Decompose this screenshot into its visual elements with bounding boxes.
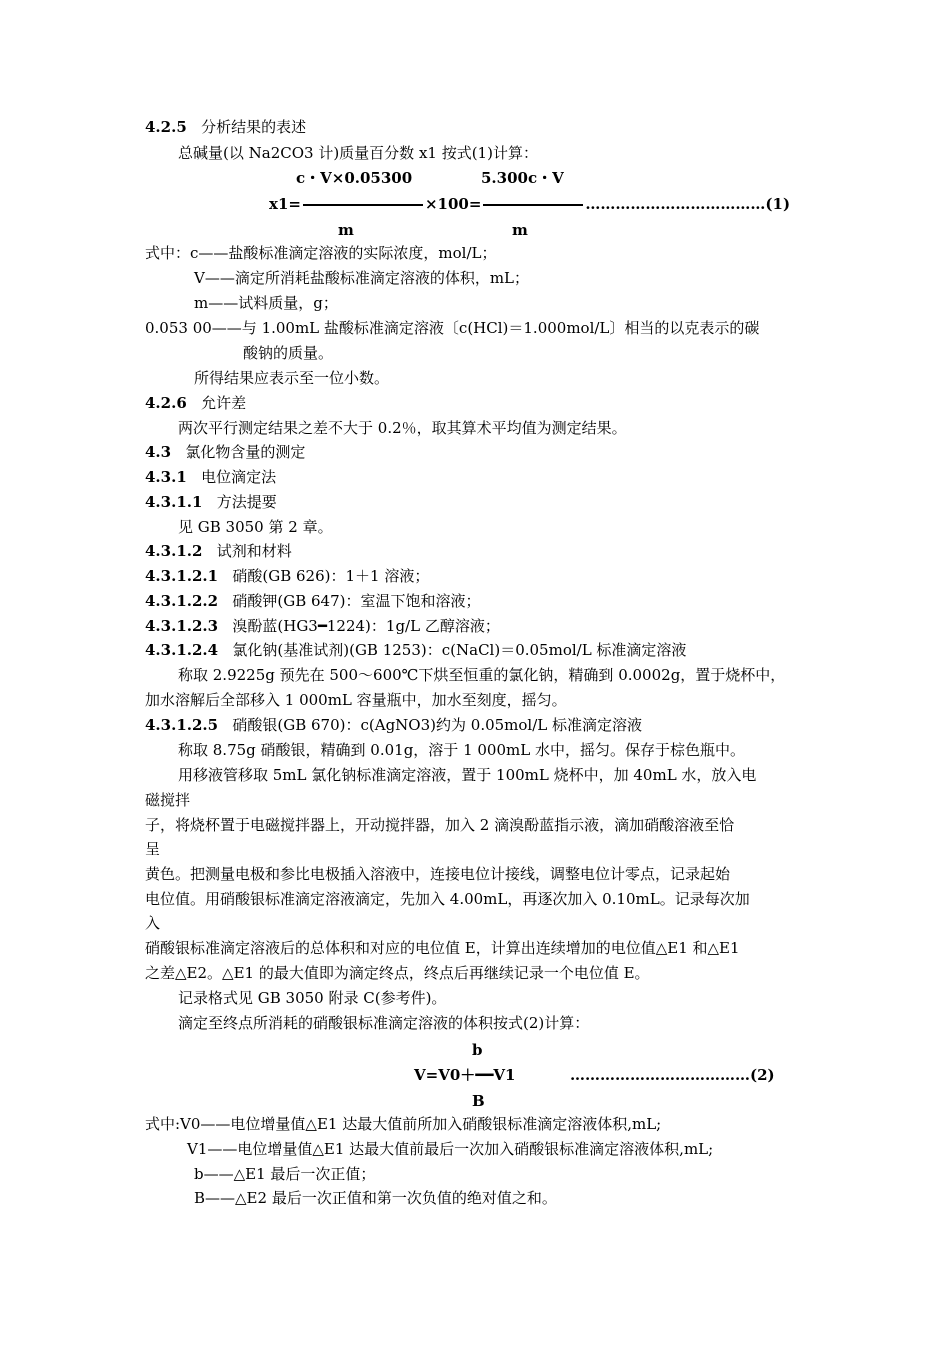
where-b: b——△E1 最后一次正值； [194, 1165, 376, 1183]
where-c: 式中：c——盐酸标准滴定溶液的实际浓度，mol/L； [145, 244, 497, 262]
formula2-dots: ………………………………(2) [570, 1066, 775, 1084]
where-V: V——滴定所消耗盐酸标准滴定溶液的体积，mL； [194, 269, 530, 287]
section-number: 4.3.1.2 [145, 542, 203, 560]
section-number: 4.3.1.2.1 [145, 567, 219, 585]
where-k-line1: 0.053 00——与 1.00mL 盐酸标准滴定溶液〔c(HCl)＝1.000mol/L〕相当的以克表示的碳 [145, 319, 760, 337]
where-m: m——试料质量，g； [194, 294, 338, 312]
formula1-lhs: x1= [269, 195, 301, 213]
formula1-times: ×100= [424, 195, 482, 213]
see-gb-text: 见 GB 3050 第 2 章。 [178, 518, 333, 536]
formula1-denominator-left: m [338, 221, 354, 239]
total-alkali-line: 总碱量(以 Na2CO3 计)质量百分数 x1 按式(1)计算： [178, 144, 538, 162]
procedure-line: 黄色。把测量电极和参比电极插入溶液中，连接电位计接线，调整电位计零点，记录起始 [145, 865, 731, 883]
section-title: 氯化物含量的测定 [185, 443, 306, 461]
procedure-line: 呈 [145, 840, 161, 858]
section-number: 4.2.6 [145, 394, 187, 412]
result-precision: 所得结果应表示至一位小数。 [194, 369, 390, 387]
where-V0: 式中:V0——电位增量值△E1 达最大值前所加入硝酸银标准滴定溶液体积,mL; [145, 1115, 662, 1133]
procedure-line: 子，将烧杯置于电磁搅拌器上，开动搅拌器，加入 2 滴溴酚蓝指示液，滴加硝酸溶液至恰 [145, 816, 735, 834]
section-title: 溴酚蓝(HG3━1224)：1g/L 乙醇溶液； [232, 617, 500, 635]
formula2-expression: V=V0＋━━V1 [414, 1066, 516, 1084]
section-number: 4.3.1.2.5 [145, 716, 219, 734]
section-title: 电位滴定法 [201, 468, 277, 486]
section-4-3 [145, 442, 305, 462]
fraction-bar [483, 204, 583, 206]
section-number: 4.2.5 [145, 118, 187, 136]
procedure-line: 用移液管移取 5mL 氯化钠标准滴定溶液，置于 100mL 烧杯中，加 40mL 水，放入电 [178, 766, 757, 784]
nacl-paragraph-line2: 加水溶解后全部移入 1 000mL 容量瓶中，加水至刻度，摇匀。 [145, 691, 567, 709]
where-k-line2: 酸钠的质量。 [243, 344, 334, 362]
section-title: 氯化钠(基准试剂)(GB 1253)：c(NaCl)＝0.05mol/L 标准滴定溶液 [232, 641, 687, 659]
formula1-dots: ………………………………(1) [585, 195, 791, 213]
section-4-3-1-2-1 [145, 566, 429, 586]
section-number: 4.3 [145, 443, 172, 461]
section-4-3-1-2-5 [145, 715, 642, 735]
volume-calc-text: 滴定至终点所消耗的硝酸银标准滴定溶液的体积按式(2)计算： [178, 1014, 590, 1032]
procedure-line: 电位值。用硝酸银标准滴定溶液滴定，先加入 4.00mL，再逐次加入 0.10mL。记录每次加 [145, 890, 750, 908]
nacl-paragraph-line1: 称取 2.9225g 预先在 500～600℃下烘至恒重的氯化钠，精确到 0.0002g，置于烧杯中， [178, 666, 786, 684]
where-B: B——△E2 最后一次正值和第一次负值的绝对值之和。 [194, 1189, 557, 1207]
procedure-line: 入 [145, 914, 161, 932]
formula2-denominator: B [472, 1092, 485, 1110]
section-4-3-1 [145, 467, 276, 487]
formula1-denominator-right: m [512, 221, 528, 239]
section-title: 硝酸银(GB 670)：c(AgNO3)约为 0.05mol/L 标准滴定溶液 [232, 716, 643, 734]
fraction-bar [303, 204, 423, 206]
formula2-numerator: b [472, 1041, 483, 1059]
section-number: 4.3.1.2.3 [145, 617, 219, 635]
section-title: 允许差 [201, 394, 247, 412]
section-title: 试剂和材料 [216, 542, 292, 560]
section-number: 4.3.1.2.4 [145, 641, 219, 659]
tolerance-text: 两次平行测定结果之差不大于 0.2％，取其算术平均值为测定结果。 [178, 419, 627, 437]
section-title: 硝酸钾(GB 647)：室温下饱和溶液； [232, 592, 481, 610]
formula1-expression [269, 194, 790, 214]
agno3-paragraph: 称取 8.75g 硝酸银，精确到 0.01g，溶于 1 000mL 水中，摇匀。保存于棕色瓶中。 [178, 741, 745, 759]
section-4-3-1-2-4 [145, 640, 686, 660]
section-number: 4.3.1.1 [145, 493, 203, 511]
section-number: 4.3.1 [145, 468, 187, 486]
procedure-line: 磁搅拌 [145, 791, 191, 809]
record-format-text: 记录格式见 GB 3050 附录 C(参考件)。 [178, 989, 447, 1007]
section-title: 硝酸(GB 626)：1＋1 溶液； [232, 567, 430, 585]
procedure-line: 之差△E2。△E1 的最大值即为滴定终点，终点后再继续记录一个电位值 E。 [145, 964, 650, 982]
section-number: 4.3.1.2.2 [145, 592, 219, 610]
section-4-3-1-2-3 [145, 616, 500, 636]
procedure-line: 硝酸银标准滴定溶液后的总体积和对应的电位值 E，计算出连续增加的电位值△E1 和△E1 [145, 939, 740, 957]
section-4-3-1-2 [145, 541, 292, 561]
section-4-3-1-2-2 [145, 591, 481, 611]
formula1-numerator-left: c・V×0.05300 [296, 169, 413, 187]
section-4-2-5 [145, 117, 306, 137]
where-V1: V1——电位增量值△E1 达最大值前最后一次加入硝酸银标准滴定溶液体积,mL; [187, 1140, 714, 1158]
section-title: 分析结果的表述 [201, 118, 307, 136]
section-title: 方法提要 [216, 493, 277, 511]
formula1-numerator-right: 5.300c・V [481, 169, 564, 187]
section-4-3-1-1 [145, 492, 277, 512]
section-4-2-6 [145, 393, 246, 413]
